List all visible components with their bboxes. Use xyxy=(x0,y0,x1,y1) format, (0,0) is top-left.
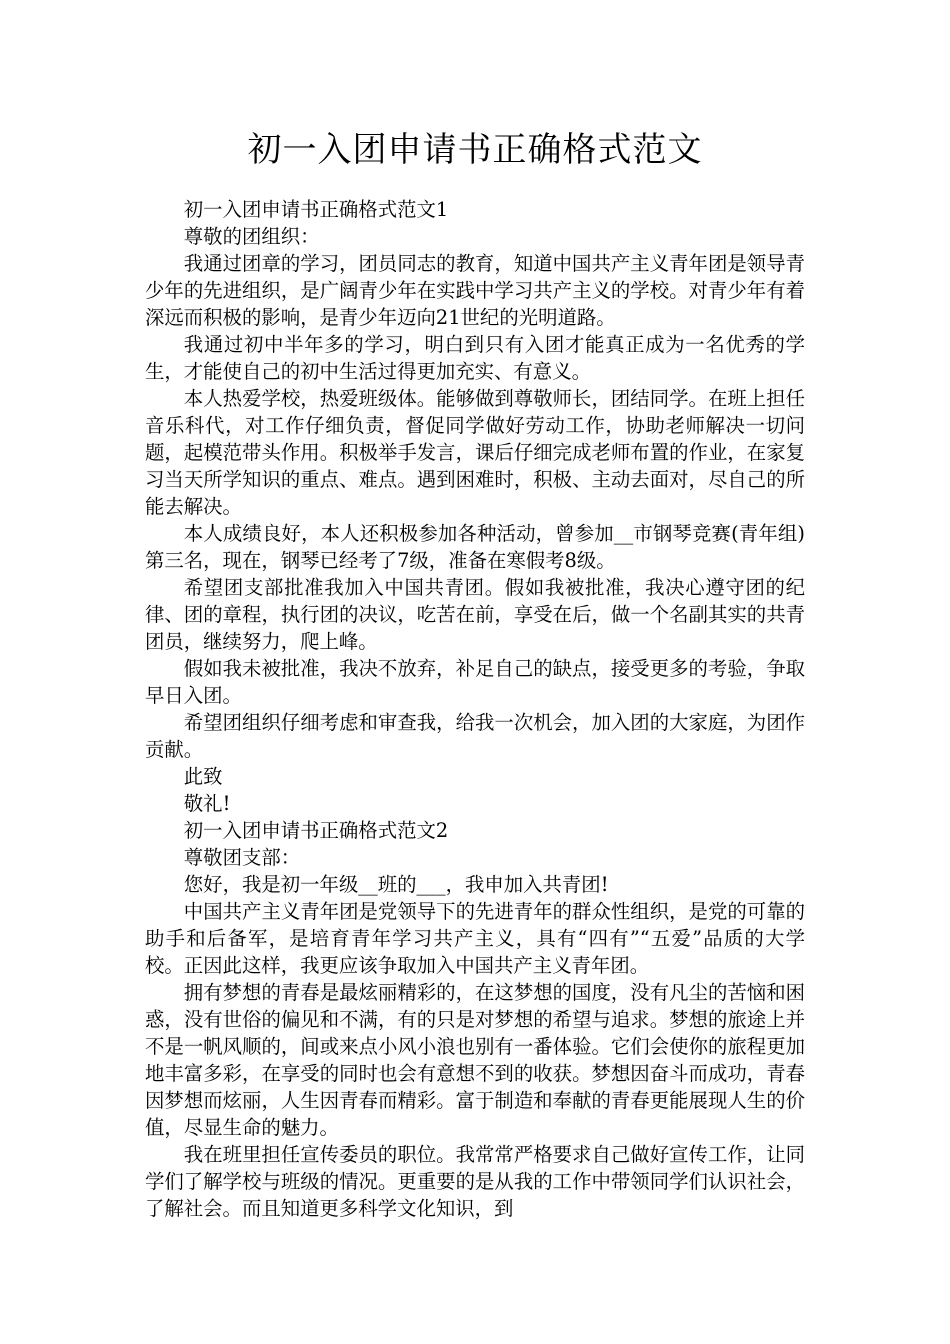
paragraph: 希望团支部批准我加入中国共青团。假如我被批准，我决心遵守团的纪律、团的章程，执行团的决议，吃苦在前，享受在后，做一个名副其实的共青团员，继续努力，爬上峰。 xyxy=(145,576,805,653)
salutation-2: 尊敬团支部： xyxy=(183,846,301,869)
document-title: 初一入团申请书正确格式范文 xyxy=(247,130,703,170)
section-heading-2: 初一入团申请书正确格式范文2 xyxy=(183,819,449,842)
paragraph: 我在班里担任宣传委员的职位。我常常严格要求自己做好宣传工作，让同学们了解学校与班级的情况。更重要的是从我的工作中带领同学们认识社会，了解社会。而且知道更多科学文化知识，到 xyxy=(145,1143,805,1220)
paragraph: 拥有梦想的青春是最炫丽精彩的，在这梦想的国度，没有凡尘的苦恼和困惑，没有世俗的偏见和不满，有的只是对梦想的希望与追求。梦想的旅途上并不是一帆风顺的，间或来点小风小浪也别有一番体验。它们会使你的旅程更加地丰富多彩，在享受的同时也会有意想不到的收获。梦想因奋斗而成功，青春因梦想而炫丽，人生因青春而精彩。富于制造和奉献的青春更能展现人生的价值，尽显生命的魅力。 xyxy=(145,981,805,1139)
document-body xyxy=(145,196,805,1222)
section-heading-1: 初一入团申请书正确格式范文1 xyxy=(183,198,449,221)
paragraph: 假如我未被批准，我决不放弃，补足自己的缺点，接受更多的考验，争取早日入团。 xyxy=(145,657,805,707)
paragraph: 我通过初中半年多的学习，明白到只有入团才能真正成为一名优秀的学生，才能使自己的初中生活过得更加充实、有意义。 xyxy=(145,333,805,383)
salutation-1: 尊敬的团组织： xyxy=(183,225,320,248)
paragraph: 本人热爱学校，热爱班级体。能够做到尊敬师长，团结同学。在班上担任音乐科代，对工作仔细负责，督促同学做好劳动工作，协助老师解决一切问题，起模范带头作用。积极举手发言，课后仔细完成老师布置的作业，在家复习当天所学知识的重点、难点。遇到困难时，积极、主动去面对，尽自己的所能去解决。 xyxy=(145,387,805,518)
paragraph: 您好，我是初一年级__班的___，我申加入共青团! xyxy=(183,873,609,896)
closing-line: 此致 xyxy=(183,765,223,788)
closing-salute: 敬礼! xyxy=(183,792,231,815)
paragraph: 本人成绩良好，本人还积极参加各种活动，曾参加__市钢琴竞赛(青年组)第三名，现在，钢琴已经考了7级，准备在寒假考8级。 xyxy=(145,522,805,572)
paragraph: 中国共产主义青年团是党领导下的先进青年的群众性组织，是党的可靠的助手和后备军，是培育青年学习共产主义，具有“四有”“五爱”品质的大学校。正因此这样，我更应该争取加入中国共产主义青年团。 xyxy=(145,900,805,977)
paragraph: 我通过团章的学习，团员同志的教育，知道中国共产主义青年团是领导青少年的先进组织，是广阔青少年在实践中学习共产主义的学校。对青少年有着深远而积极的影响，是青少年迈向21世纪的光明道路。 xyxy=(145,252,805,329)
paragraph: 希望团组织仔细考虑和审查我，给我一次机会，加入团的大家庭，为团作贡献。 xyxy=(145,711,805,761)
